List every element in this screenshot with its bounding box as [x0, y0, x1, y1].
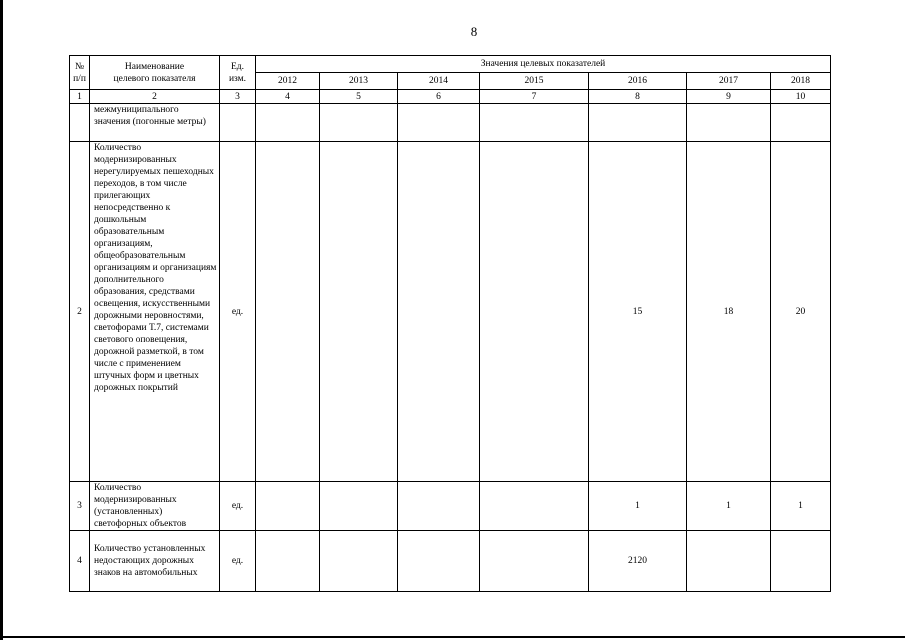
- table-row: [70, 142, 831, 482]
- value-cell: [398, 482, 480, 531]
- value-cell: 1: [589, 482, 687, 531]
- header-unit: Ед. изм.: [220, 56, 256, 90]
- row-number: 2: [70, 142, 90, 482]
- value-cell: 2120: [589, 531, 687, 592]
- header-year: 2017: [687, 73, 771, 90]
- value-cell: [256, 531, 320, 592]
- header-year: 2013: [320, 73, 398, 90]
- indicator-name: Количество модернизированных (установленных) светофорных объектов: [90, 482, 220, 531]
- header-year: 2012: [256, 73, 320, 90]
- page-number: 8: [470, 24, 478, 39]
- value-cell: [589, 104, 687, 142]
- table-row: [70, 104, 831, 142]
- value-cell: [398, 104, 480, 142]
- column-number: 3: [220, 90, 256, 104]
- header-values-group: Значения целевых показателей: [256, 56, 831, 73]
- column-number: 9: [687, 90, 771, 104]
- value-cell: [256, 482, 320, 531]
- value-cell: 20: [771, 142, 831, 482]
- value-cell: [480, 104, 589, 142]
- header-num: № п/п: [70, 56, 90, 90]
- unit-cell: [220, 104, 256, 142]
- row-number: 3: [70, 482, 90, 531]
- value-cell: [480, 531, 589, 592]
- header-name: Наименование целевого показателя: [90, 56, 220, 90]
- header-year: 2016: [589, 73, 687, 90]
- column-number: 5: [320, 90, 398, 104]
- value-cell: [320, 104, 398, 142]
- header-year: 2018: [771, 73, 831, 90]
- unit-cell: ед.: [220, 531, 256, 592]
- value-cell: [687, 531, 771, 592]
- column-number-row: [70, 90, 831, 104]
- table-body: [70, 56, 831, 592]
- column-number: 10: [771, 90, 831, 104]
- value-cell: [320, 531, 398, 592]
- unit-cell: ед.: [220, 142, 256, 482]
- column-number: 6: [398, 90, 480, 104]
- header-year: 2015: [480, 73, 589, 90]
- value-cell: 1: [687, 482, 771, 531]
- indicator-name: межмуниципального значения (погонные метры): [90, 104, 220, 142]
- value-cell: 1: [771, 482, 831, 531]
- table-row: [70, 531, 831, 592]
- column-number: 8: [589, 90, 687, 104]
- unit-cell: ед.: [220, 482, 256, 531]
- left-scan-edge: [0, 0, 3, 640]
- header-year: 2014: [398, 73, 480, 90]
- value-cell: [687, 104, 771, 142]
- value-cell: [480, 142, 589, 482]
- value-cell: 15: [589, 142, 687, 482]
- column-number: 4: [256, 90, 320, 104]
- column-number: 1: [70, 90, 90, 104]
- row-number: [70, 104, 90, 142]
- bottom-scan-edge: [0, 636, 905, 638]
- table-row: [70, 482, 831, 531]
- indicator-name: Количество модернизированных нерегулируемых пешеходных переходов, в том числе прилегающих непосредственно к дошкольным образовательным организациям, общеобразовательным организациям и организациям дополнительного образования, средствами освещения, искусственными дорожными неровностями, светофорами Т.7, системами светового оповещения, дорожной разметкой, в том числе с применением штучных форм и цветных дорожных покрытий: [90, 142, 220, 482]
- value-cell: [320, 482, 398, 531]
- header-row-top: [70, 56, 831, 73]
- value-cell: [398, 142, 480, 482]
- value-cell: 18: [687, 142, 771, 482]
- value-cell: [771, 531, 831, 592]
- value-cell: [320, 142, 398, 482]
- indicator-name: Количество установленных недостающих дорожных знаков на автомобильных: [90, 531, 220, 592]
- column-number: 7: [480, 90, 589, 104]
- value-cell: [771, 104, 831, 142]
- column-number: 2: [90, 90, 220, 104]
- value-cell: [480, 482, 589, 531]
- value-cell: [256, 142, 320, 482]
- target-indicators-table: [69, 55, 831, 592]
- value-cell: [398, 531, 480, 592]
- value-cell: [256, 104, 320, 142]
- row-number: 4: [70, 531, 90, 592]
